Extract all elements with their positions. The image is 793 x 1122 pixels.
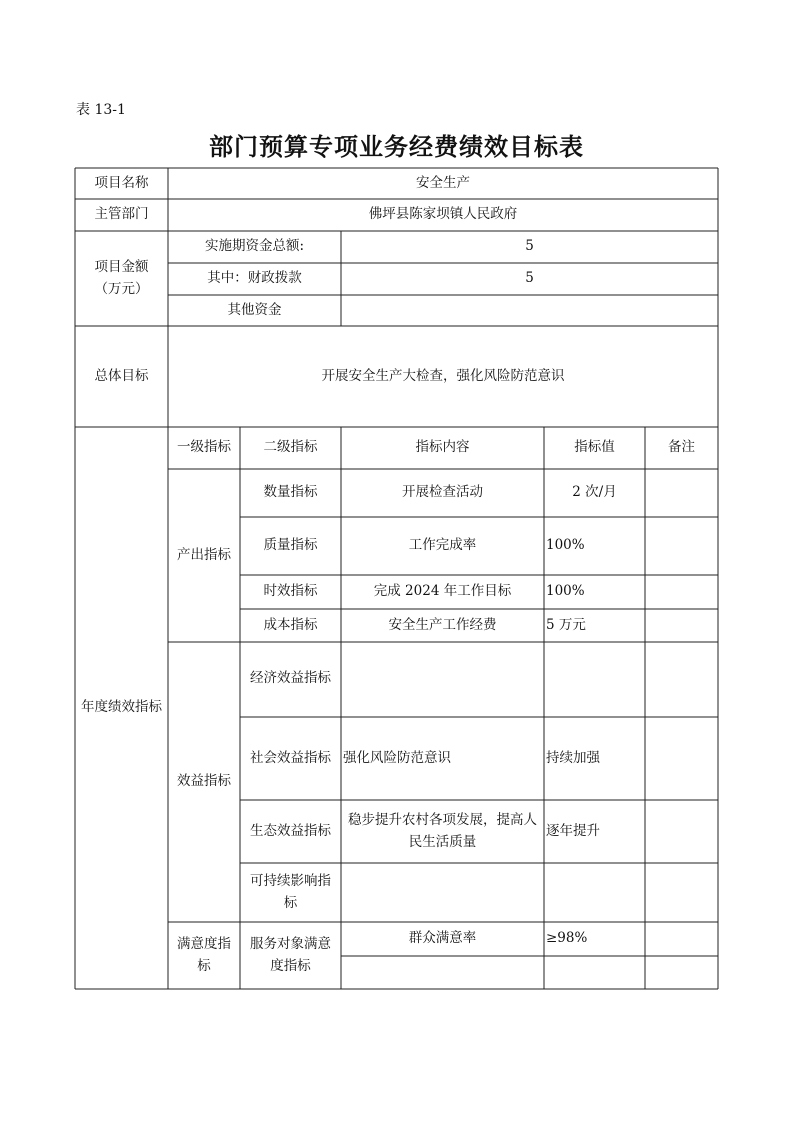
fiscal-funds-value: 5 <box>525 270 534 287</box>
quality-indicator: 质量指标 <box>263 537 318 554</box>
overall-goal-label: 总体目标 <box>94 367 149 384</box>
department-label: 主管部门 <box>94 206 149 223</box>
sustainable-indicator: 可持续影响指标 <box>250 872 331 911</box>
service-satisfaction-indicator: 服务对象满意度指标 <box>250 935 331 974</box>
other-funds-label: 其他资金 <box>227 301 282 318</box>
amount-unit: （万元） <box>94 280 149 297</box>
benefit-indicator-label: 效益指标 <box>177 773 231 790</box>
overall-goal-text: 开展安全生产大检查，强化风险防范意识 <box>321 367 565 384</box>
timeliness-value: 100% <box>546 583 585 600</box>
header-content: 指标内容 <box>415 439 470 456</box>
social-value: 持续加强 <box>546 749 600 766</box>
satisfaction-indicator-label: 满意度指标 <box>177 935 231 974</box>
output-indicator-label: 产出指标 <box>177 546 231 563</box>
table-label: 表 13-1 <box>76 102 126 118</box>
satisfaction-content: 群众满意率 <box>408 930 477 947</box>
sustainable-content <box>341 863 544 922</box>
social-content: 强化风险防范意识 <box>343 749 451 766</box>
header-level2: 二级指标 <box>263 439 318 456</box>
fiscal-funds-label: 其中：财政拨款 <box>207 270 302 287</box>
quality-value: 100% <box>546 537 585 554</box>
sustainable-value <box>544 863 645 922</box>
department-value: 佛坪县陈家坝镇人民政府 <box>368 206 518 223</box>
economic-indicator: 经济效益指标 <box>250 670 331 686</box>
economic-content <box>341 642 544 717</box>
cost-content: 安全生产工作经费 <box>388 616 497 633</box>
project-name-value: 安全生产 <box>416 174 470 191</box>
annual-performance-label: 年度绩效指标 <box>81 699 162 716</box>
total-funds-label: 实施期资金总额: <box>204 238 305 255</box>
page-title: 部门预算专项业务经费绩效目标表 <box>209 132 584 161</box>
ecological-indicator: 生态效益指标 <box>250 822 331 839</box>
header-value: 指标值 <box>574 439 615 456</box>
ecological-value: 逐年提升 <box>546 822 600 839</box>
timeliness-content: 完成 2024 年工作目标 <box>373 583 512 600</box>
cost-indicator: 成本指标 <box>263 616 318 633</box>
header-level1: 一级指标 <box>177 439 231 456</box>
cost-value: 5 万元 <box>546 616 586 633</box>
quantity-indicator: 数量指标 <box>263 484 318 501</box>
economic-value <box>544 642 645 717</box>
project-name-label: 项目名称 <box>94 174 149 191</box>
timeliness-indicator: 时效指标 <box>263 583 318 600</box>
quality-content: 工作完成率 <box>408 537 477 554</box>
satisfaction-value: ≥98% <box>546 930 588 947</box>
other-funds-value <box>341 295 718 326</box>
quantity-content: 开展检查活动 <box>402 484 483 501</box>
quantity-value: 2 次/月 <box>572 484 617 501</box>
amount-label: 项目金额 <box>94 258 149 275</box>
header-note: 备注 <box>668 439 695 456</box>
social-indicator: 社会效益指标 <box>250 749 331 766</box>
total-funds-value: 5 <box>525 238 534 255</box>
amount-label-block <box>75 231 168 326</box>
ecological-content: 稳步提升农村各项发展，提高人民生活质量 <box>348 811 537 850</box>
